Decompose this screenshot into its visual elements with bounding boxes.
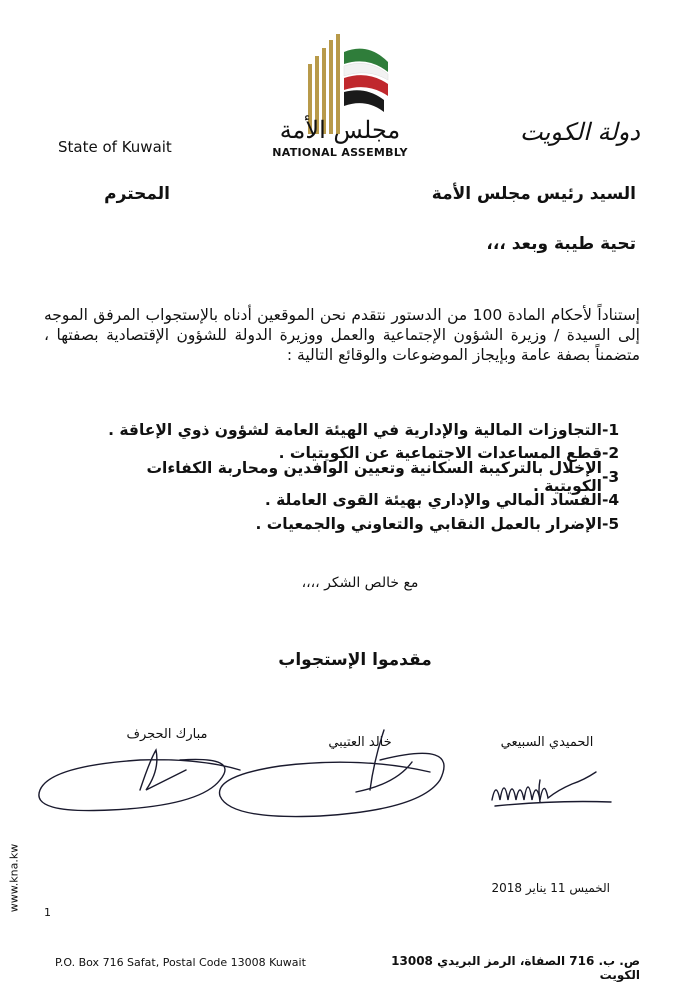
topics-list [96,418,636,536]
footer-address-arabic: ص. ب. 716 الصفاة، الرمز البريدي 13008 الكويت [391,954,640,982]
logo-black-band [344,90,384,112]
list-item-number: -1 [602,420,620,439]
signer-name: مبارك الحجرف [126,727,208,742]
list-item-number: -2 [602,444,620,463]
honorific: المحترم [104,184,170,204]
closing-thanks: مع خالص الشكر ،،،، [301,575,419,591]
list-item-number: -5 [602,514,620,533]
website-url [6,828,22,928]
signature-1 [492,772,611,806]
list-item-text: قطع المساعدات الاجتماعية عن الكويتيات . [278,444,602,463]
list-item-text: الفساد المالي والإداري بهيئة القوى العاملة . [264,491,602,510]
list-item [96,418,636,442]
submitters-title: مقدموا الإستجواب [278,650,432,670]
page-number: 1 [44,906,51,919]
state-name-arabic: دولة الكويت [520,118,640,146]
assembly-name-english: NATIONAL ASSEMBLY [272,146,408,159]
state-name-english: State of Kuwait [58,138,172,156]
list-item-number: -3 [602,467,620,486]
signature-3 [39,750,240,811]
list-item-text: الإخلال بالتركيبة السكانية وتعيين الوافدين ومحاربة الكفاءات الكويتية . [146,458,602,495]
letter-body: إستناداً لأحكام المادة 100 من الدستور نتقدم نحن الموقعين أدناه بالإستجواب المرفق الموجه إلى السيدة / وزيرة الشؤون الإجتماعية والعمل ووزيرة الدولة للشؤون الإقتصادية بصفتها ، متضمناً بصفة عامة وبإيجاز الموضوعات والوقائع التالية : [44,306,640,364]
list-item-text: الإضرار بالعمل النقابي والتعاوني والجمعيات . [255,514,602,533]
letter-date: الخميس 11 يناير 2018 [491,881,610,895]
addressee: السيد رئيس مجلس الأمة [431,184,636,204]
assembly-name-arabic: مجلس الأمة [279,116,401,144]
signer-name: الحميدي السبيعي [500,735,594,750]
list-item [96,489,636,513]
signer-name: خالد العتيبي [328,735,392,750]
footer-address-english: P.O. Box 716 Safat, Postal Code 13008 Kuwait [55,956,306,969]
website-url-text: www.kna.kw [7,843,21,913]
greeting: تحية طيبة وبعد ،،، [486,234,636,254]
list-item [96,458,636,495]
list-item [96,512,636,536]
list-item-text: التجاوزات المالية والإدارية في الهيئة العامة لشؤون ذوي الإعاقة . [108,420,602,439]
list-item-number: -4 [602,491,620,510]
